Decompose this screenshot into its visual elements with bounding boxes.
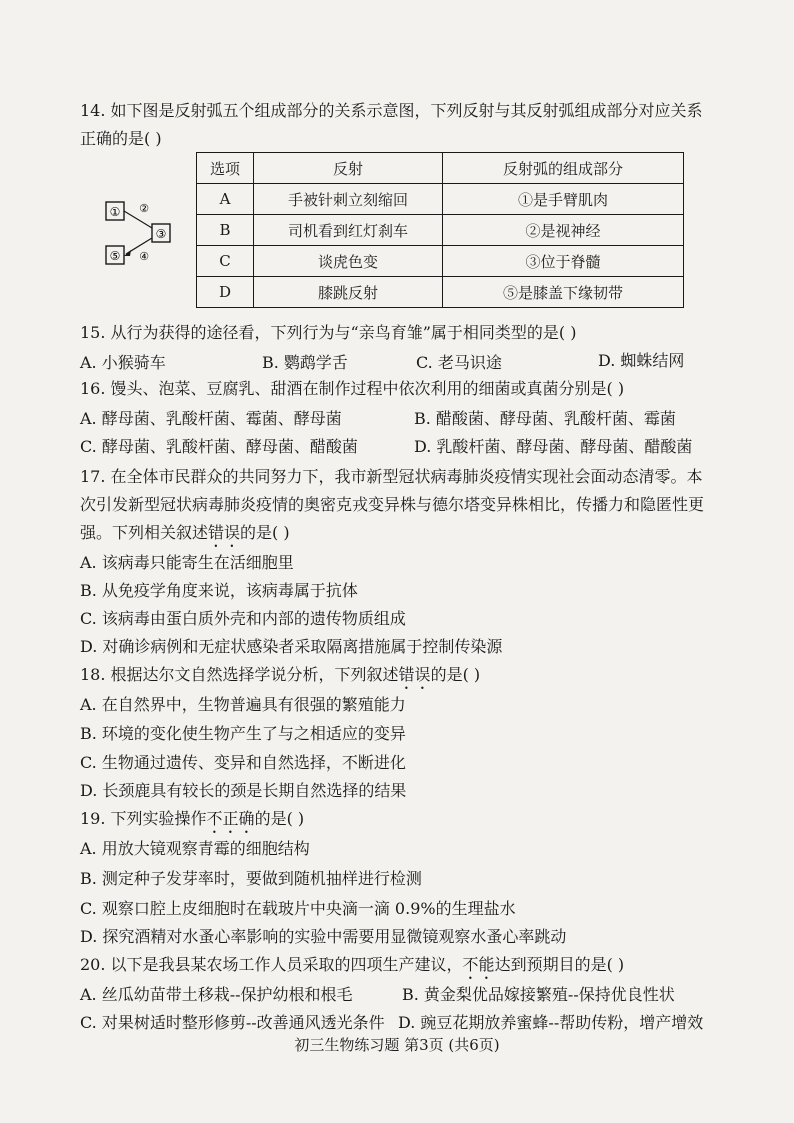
option-d: D. 长颈鹿具有较长的颈是长期自然选择的结果 <box>80 781 407 800</box>
table-cell: A <box>197 184 254 215</box>
table-cell: D <box>197 277 254 308</box>
diagram-label-5: ⑤ <box>109 249 121 263</box>
option-d: D. 探究酒精对水蚤心率影响的实验中需要用显微镜观察水蚤心率跳动 <box>80 927 567 946</box>
option-c: C. 老马识途 <box>416 353 502 372</box>
table-row <box>197 246 684 277</box>
table-cell: 手被针刺立刻缩回 <box>254 184 443 215</box>
stem-text: 的是( ) <box>430 665 481 684</box>
table-header: 反射弧的组成部分 <box>443 153 684 184</box>
stem-text: 18. 根据达尔文自然选择学说分析，下列叙述 <box>80 665 399 684</box>
option-a: A. 酵母菌、乳酸杆菌、霉菌、酵母菌 <box>80 409 342 428</box>
table-cell: B <box>197 215 254 246</box>
option-c: C. 对果树适时整形修剪--改善通风透光条件 <box>80 1013 385 1032</box>
option-a: A. 在自然界中，生物普遍具有很强的繁殖能力 <box>80 695 406 714</box>
table-header: 反射 <box>254 153 443 184</box>
stem-text: 强。下列相关叙述 <box>80 523 209 542</box>
diagram-label-1: ① <box>109 205 121 219</box>
option-b: B. 环境的变化使生物产生了与之相适应的变异 <box>80 724 406 743</box>
question-18-stem <box>80 664 480 693</box>
option-a: A. 小猴骑车 <box>80 353 166 372</box>
question-17-stem-line2: 次引发新型冠状病毒肺炎疫情的奥密克戎变异株与德尔塔变异株相比，传播力和隐匿性更 <box>80 495 705 514</box>
stem-text: 达到预期目的是( ) <box>494 955 625 974</box>
question-17-stem-line3 <box>80 522 290 551</box>
option-b: B. 测定种子发芽率时，要做到随机抽样进行检测 <box>80 869 422 888</box>
emphasis-text: 错误 <box>398 665 431 684</box>
question-20-stem <box>80 954 624 983</box>
question-16-stem: 16. 馒头、泡菜、豆腐乳、甜酒在制作过程中依次利用的细菌或真菌分别是( ) <box>80 379 625 398</box>
reflex-arc-diagram <box>104 196 182 268</box>
option-c: C. 生物通过遗传、变异和自然选择，不断进化 <box>80 753 406 772</box>
reflex-table <box>196 152 684 308</box>
option-c: C. 观察口腔上皮细胞时在载玻片中央滴一滴 0.9%的生理盐水 <box>80 899 516 918</box>
stem-text: 19. 下列实验操作 <box>80 809 207 828</box>
diagram-label-2: ② <box>139 202 149 215</box>
option-d: D. 乳酸杆菌、酵母菌、酵母菌、醋酸菌 <box>414 437 693 456</box>
table-cell: C <box>197 246 254 277</box>
question-14-stem-line2: 正确的是( ) <box>80 129 162 148</box>
option-d: D. 蜘蛛结网 <box>598 351 685 370</box>
option-d: D. 豌豆花期放养蜜蜂--帮助传粉，增产增效 <box>398 1013 704 1032</box>
question-19-stem <box>80 808 304 837</box>
table-row <box>197 184 684 215</box>
table-header: 选项 <box>197 153 254 184</box>
table-cell: 膝跳反射 <box>254 277 443 308</box>
table-cell: ①是手臂肌肉 <box>443 184 684 215</box>
option-b: B. 黄金梨优品嫁接繁殖--保持优良性状 <box>402 985 675 1004</box>
question-15-stem: 15. 从行为获得的途径看，下列行为与“亲鸟育雏”属于相同类型的是( ) <box>80 323 577 342</box>
stem-text: 的是( ) <box>240 523 290 542</box>
emphasis-text: 不正确 <box>206 809 255 828</box>
emphasis-text: 不能 <box>462 955 495 974</box>
page-footer: 初三生物练习题 第3页 (共6页) <box>294 1036 500 1054</box>
question-14-stem-line1: 14. 如下图是反射弧五个组成部分的关系示意图，下列反射与其反射弧组成部分对应关系 <box>80 101 703 120</box>
option-a: A. 丝瓜幼苗带土移栽--保护幼根和根毛 <box>80 985 353 1004</box>
option-d: D. 对确诊病例和无症状感染者采取隔离措施属于控制传染源 <box>80 637 503 656</box>
diagram-label-4: ④ <box>139 250 149 263</box>
table-cell: ③位于脊髓 <box>443 246 684 277</box>
stem-text: 20. 以下是我县某农场工作人员采取的四项生产建议， <box>80 955 463 974</box>
option-a: A. 该病毒只能寄生在活细胞里 <box>80 553 294 572</box>
question-17-stem-line1: 17. 在全体市民群众的共同努力下，我市新型冠状病毒肺炎疫情实现社会面动态清零。本 <box>80 467 703 486</box>
option-b: B. 从免疫学角度来说，该病毒属于抗体 <box>80 581 358 600</box>
table-cell: 司机看到红灯刹车 <box>254 215 443 246</box>
option-c: C. 酵母菌、乳酸杆菌、酵母菌、醋酸菌 <box>80 437 358 456</box>
option-b: B. 醋酸菌、酵母菌、乳酸杆菌、霉菌 <box>414 409 676 428</box>
table-cell: ②是视神经 <box>443 215 684 246</box>
stem-text: 的是( ) <box>254 809 305 828</box>
option-a: A. 用放大镜观察青霉的细胞结构 <box>80 839 310 858</box>
emphasis-text: 错误 <box>208 523 241 542</box>
table-cell: 谈虎色变 <box>254 246 443 277</box>
table-header-row <box>197 153 684 184</box>
table-row <box>197 215 684 246</box>
option-c: C. 该病毒由蛋白质外壳和内部的遗传物质组成 <box>80 609 406 628</box>
table-cell: ⑤是膝盖下缘韧带 <box>443 277 684 308</box>
option-b: B. 鹦鹉学舌 <box>262 353 348 372</box>
diagram-label-3: ③ <box>155 227 167 241</box>
table-row <box>197 277 684 308</box>
